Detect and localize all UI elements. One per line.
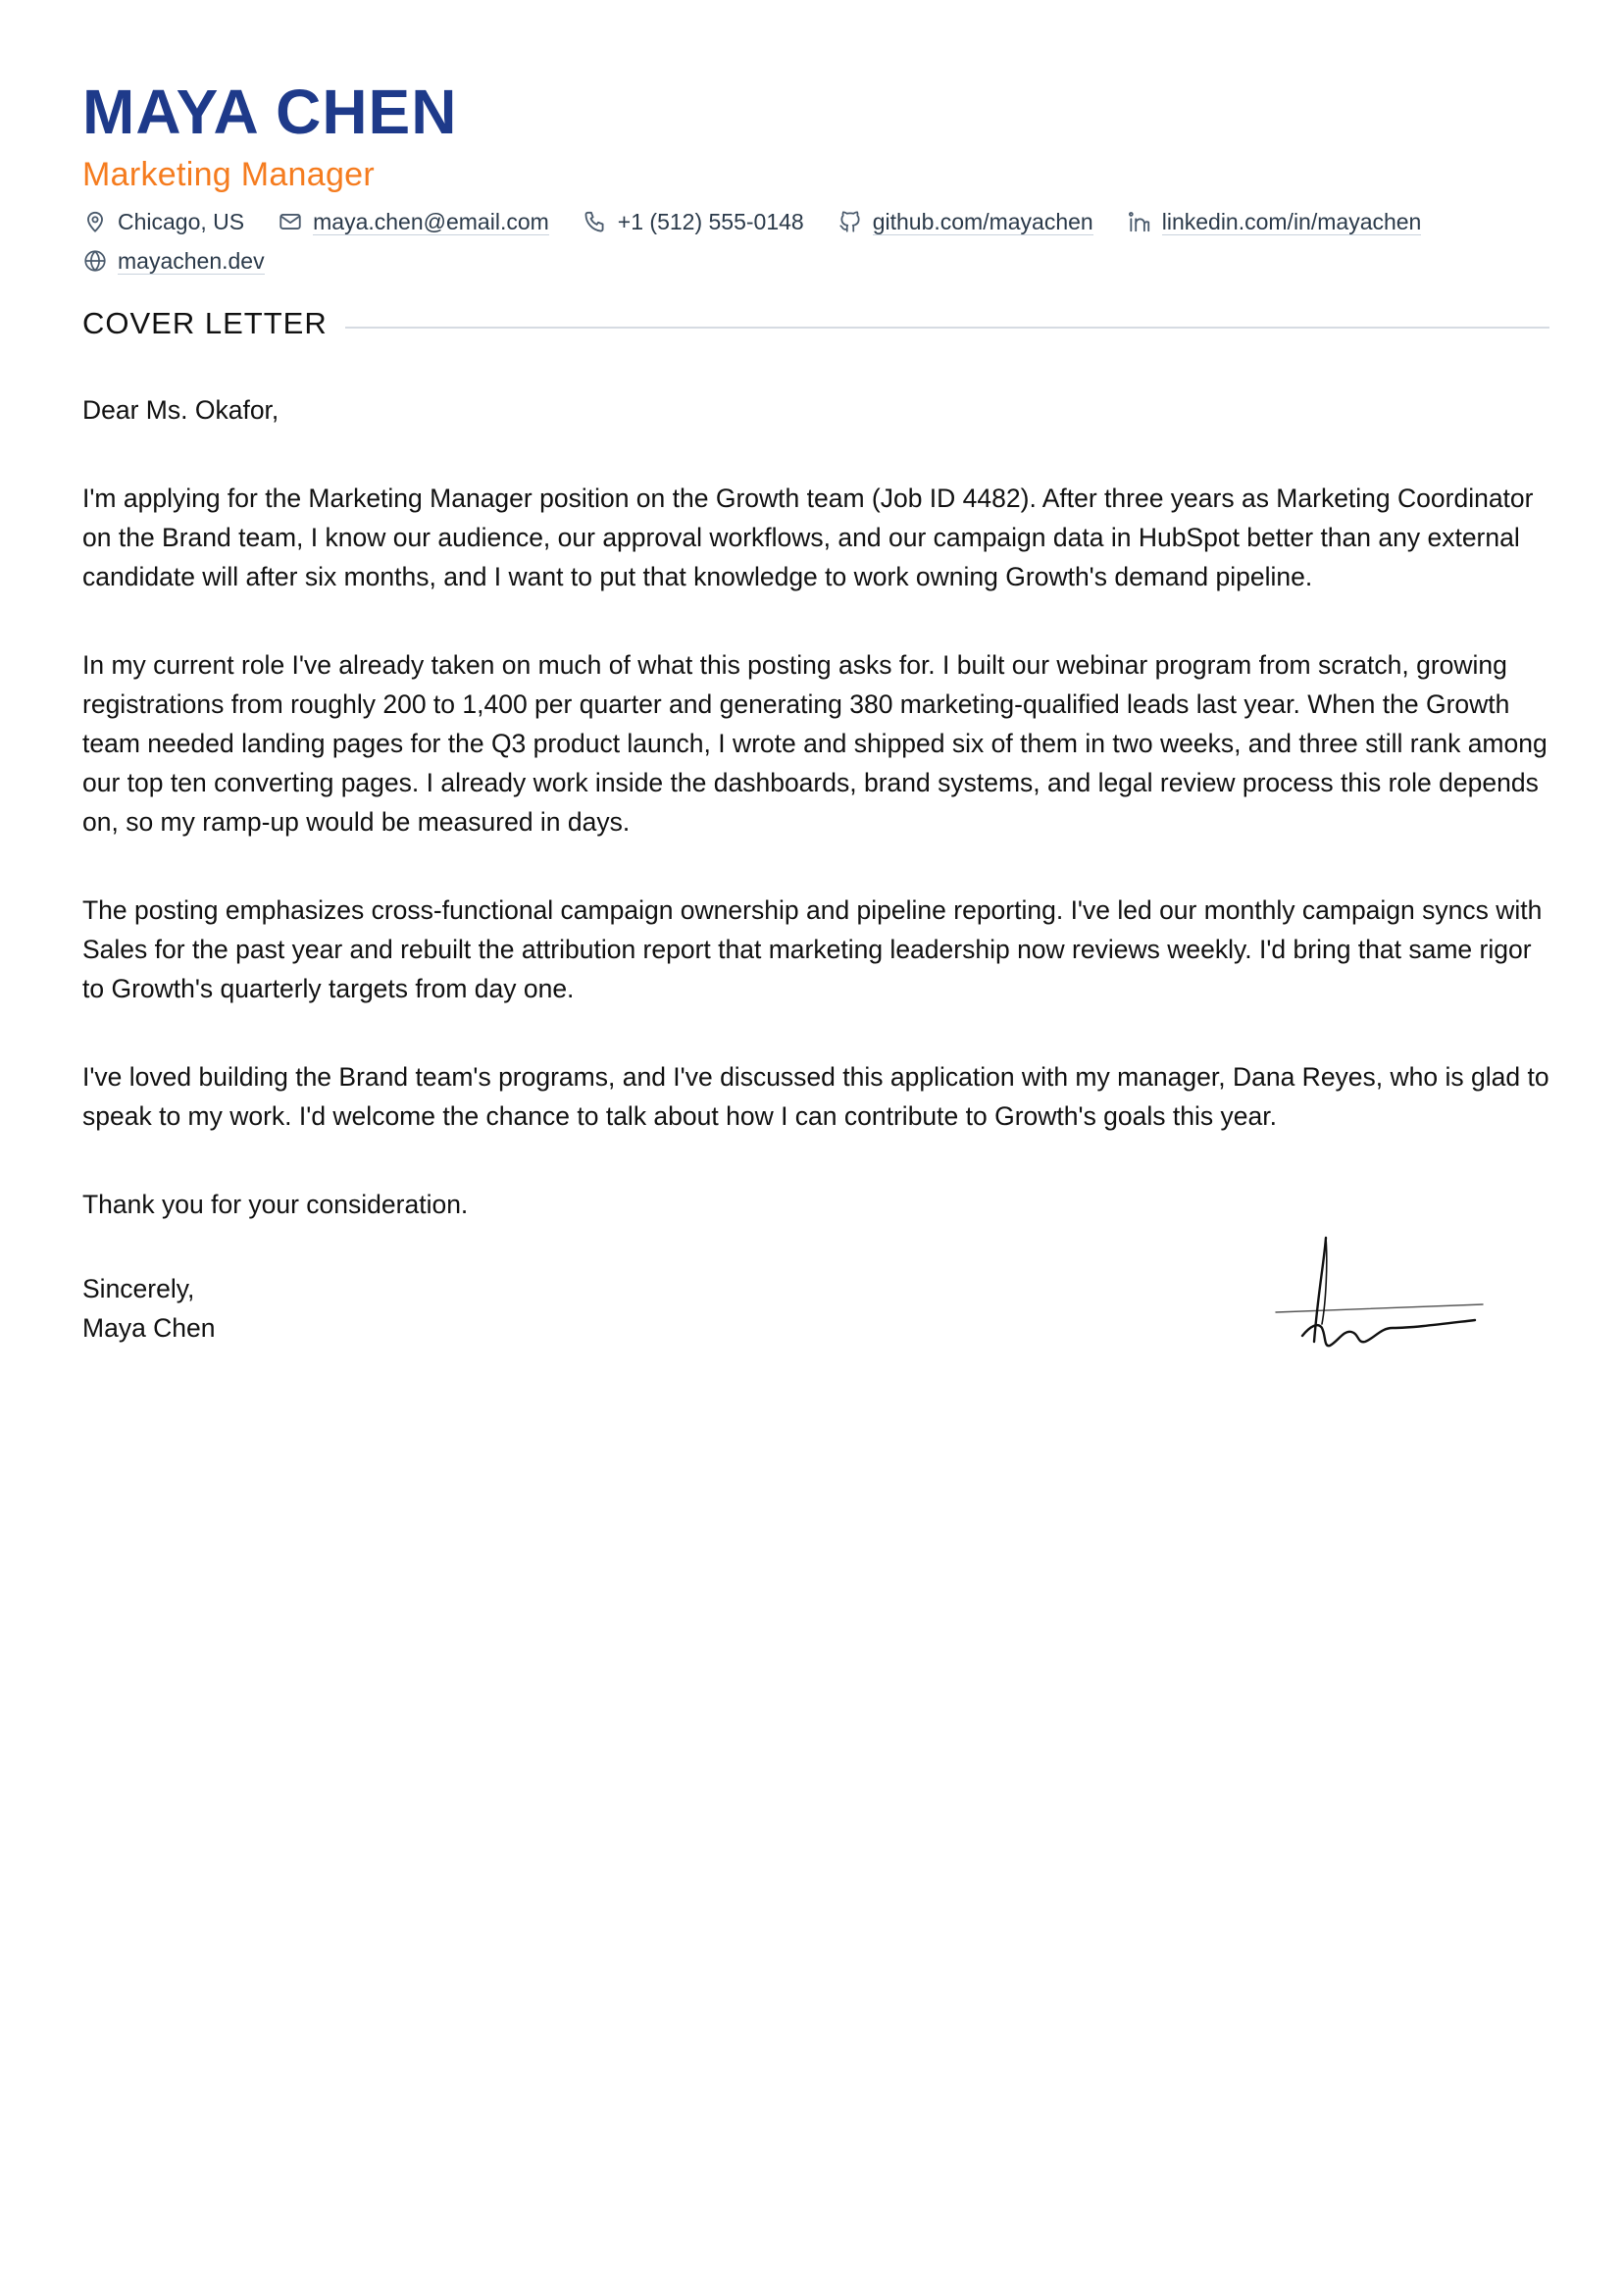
github-link[interactable]: github.com/mayachen	[872, 208, 1093, 234]
section-header	[82, 300, 1549, 347]
linkedin-link[interactable]: linkedin.com/in/mayachen	[1161, 208, 1422, 234]
phone-icon	[583, 209, 608, 234]
cover-letter-page	[82, 71, 1549, 1348]
website-link[interactable]: mayachen.dev	[118, 247, 265, 274]
contact-phone	[583, 206, 804, 237]
salutation: Dear Ms. Okafor,	[82, 395, 279, 425]
letter-body	[82, 390, 1549, 1348]
contact-email[interactable]	[278, 206, 549, 237]
section-divider	[345, 327, 1549, 329]
github-icon	[837, 209, 863, 234]
signoff: Sincerely,	[82, 1274, 195, 1303]
contact-github[interactable]	[837, 206, 1093, 237]
linkedin-icon	[1127, 209, 1152, 234]
section-title: COVER LETTER	[82, 306, 328, 340]
location-text: Chicago, US	[118, 208, 245, 234]
signer-name: Maya Chen	[82, 1313, 216, 1343]
candidate-name: MAYA CHEN	[82, 76, 458, 147]
contact-website[interactable]	[82, 245, 265, 277]
letter-paragraph-2: In my current role I've already taken on much of what this posting asks for. I built our webinar program from scratch, growing registrations from roughly 200 to 1,400 per quarter and generating 380 marketing-qualified leads last year. When the Growth team needed landing pages for the Q3 product launch, I wrote and shipped six of them in two weeks, and three still rank among our top ten converting pages. I already work inside the dashboards, brand systems, and legal review process this role depends on, so my ramp-up would be measured in days.	[82, 650, 1548, 837]
candidate-title: Marketing Manager	[82, 156, 376, 193]
globe-icon	[82, 248, 108, 274]
contact-location	[82, 206, 244, 237]
contact-bar	[82, 206, 1553, 277]
letter-paragraph-3: The posting emphasizes cross-functional campaign ownership and pipeline reporting. I've led our monthly campaign syncs with Sales for the past year and rebuilt the attribution report that marketing leadership now reviews weekly. I'd bring that same rigor to Growth's quarterly targets from day one.	[82, 895, 1543, 1003]
letter-paragraph-4: I've loved building the Brand team's programs, and I've discussed this application with my manager, Dana Reyes, who is glad to speak to my work. I'd welcome the chance to talk about how I can contribute to Growth's goals this year.	[82, 1062, 1549, 1131]
email-link[interactable]: maya.chen@email.com	[313, 208, 549, 234]
thanks-line: Thank you for your consideration.	[82, 1190, 469, 1219]
handwritten-signature	[1275, 1234, 1491, 1371]
phone-text: +1 (512) 555-0148	[617, 208, 804, 234]
contact-linkedin[interactable]	[1127, 206, 1422, 237]
letter-paragraph-1: I'm applying for the Marketing Manager position on the Growth team (Job ID 4482). After three years as Marketing Coordinator on the Brand team, I know our audience, our approval workflows, and our campaign data in HubSpot better than any external candidate will after six months, and I want to put that knowledge to work owning Growth's demand pipeline.	[82, 484, 1534, 591]
envelope-icon	[278, 209, 303, 234]
map-pin-icon	[82, 209, 108, 234]
